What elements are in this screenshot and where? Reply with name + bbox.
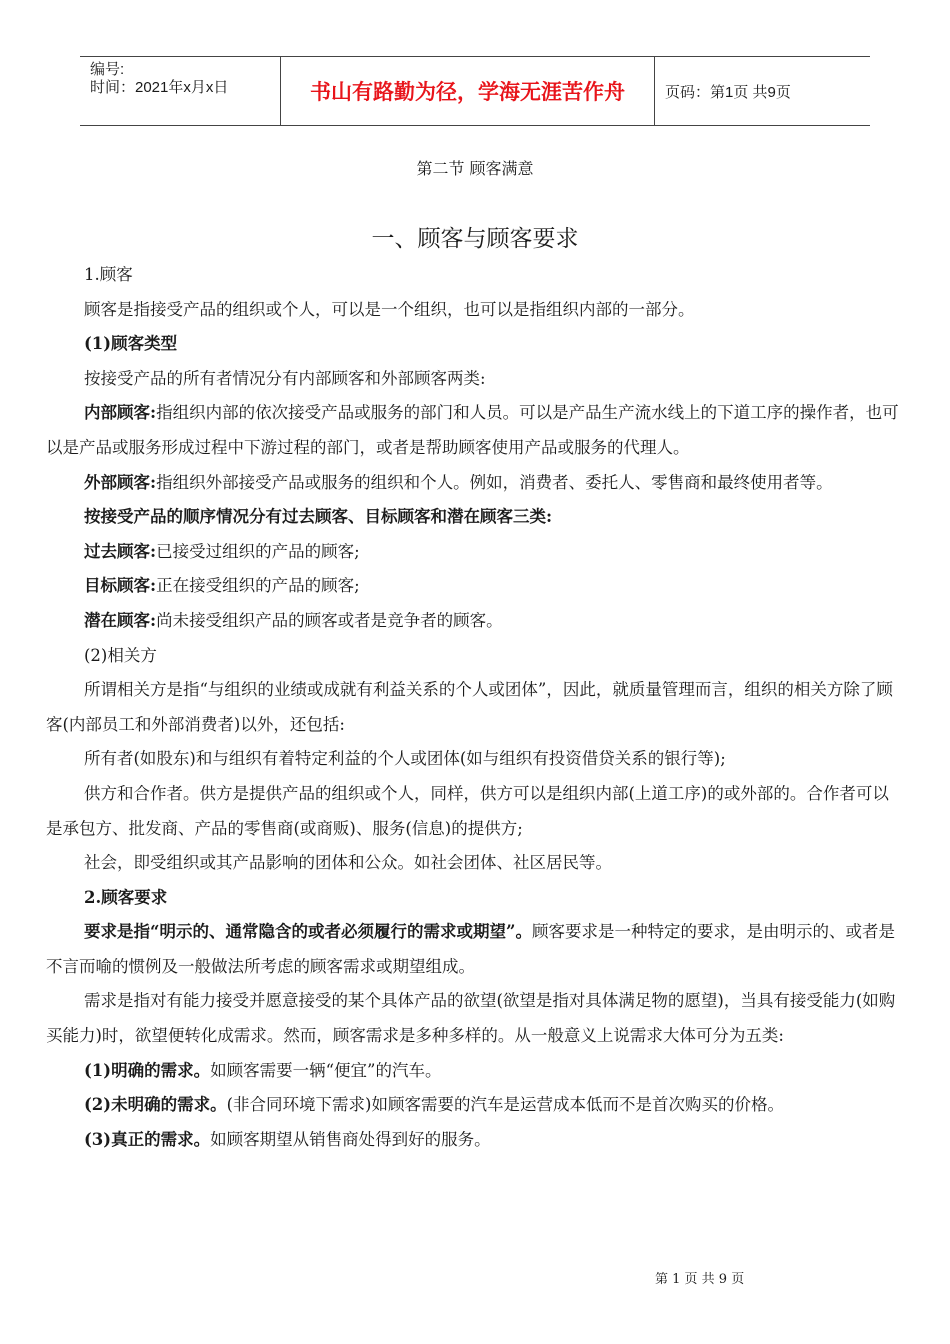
paragraph-bold-lead: 按接受产品的顺序情况分有过去顾客、目标顾客和潜在顾客三类:	[84, 507, 553, 527]
paragraph-text: 顾客是指接受产品的组织或个人，可以是一个组织，也可以是指组织内部的一部分。	[84, 299, 695, 319]
paragraph	[46, 639, 904, 674]
paragraph-text: 如顾客期望从销售商处得到好的服务。	[210, 1129, 491, 1149]
paragraph	[46, 1054, 904, 1089]
paragraph	[46, 500, 904, 535]
header-table	[80, 56, 870, 126]
paragraph-bold-lead: (3)真正的需求。	[84, 1129, 211, 1149]
paragraph-text: 1.顾客	[84, 265, 133, 284]
paragraph	[46, 742, 904, 777]
paragraph-text: 按接受产品的所有者情况分有内部顾客和外部顾客两类:	[84, 368, 486, 388]
paragraph-text: 需求是指对有能力接受并愿意接受的某个具体产品的欲望(欲望是指对具体满足物的愿望)，当具有接受能力(如购买能力)时，欲望便转化成需求。然而，顾客需求是多种多样的。从一般意义上说需求大体可分为五类:	[46, 991, 896, 1046]
paragraph	[46, 535, 904, 570]
paragraph-text: 已接受过组织的产品的顾客;	[156, 541, 360, 561]
paragraph	[46, 777, 904, 846]
paragraph-bold-lead: 要求是指“明示的、通常隐含的或者必须履行的需求或期望”。	[84, 922, 532, 942]
paragraph-text: 指组织外部接受产品或服务的组织和个人。例如，消费者、委托人、零售商和最终使用者等。	[156, 472, 833, 492]
motto-text: 书山有路勤为径，学海无涯苦作舟	[281, 57, 655, 125]
paragraph-bold-lead: 内部顾客:	[84, 403, 157, 423]
page-info: 页码：第1页 共9页	[665, 83, 791, 101]
paragraph	[46, 881, 904, 916]
paragraph-bold-lead: 2.顾客要求	[84, 887, 168, 907]
section-title: 第二节 顾客满意	[416, 159, 534, 178]
paragraph-bold-lead: 目标顾客:	[84, 576, 157, 596]
paragraph	[46, 915, 904, 984]
paragraph	[46, 1123, 904, 1158]
time-label: 时间：2021年x月x日	[90, 79, 229, 96]
paragraph	[46, 604, 904, 639]
paragraph	[46, 984, 904, 1053]
paragraph	[46, 569, 904, 604]
paragraph-text: 尚未接受组织产品的顾客或者是竞争者的顾客。	[156, 610, 503, 630]
paragraph-bold-lead: (2)未明确的需求。	[84, 1095, 227, 1115]
document-body	[46, 258, 904, 1157]
paragraph-text: 所有者(如股东)和与组织有着特定利益的个人或团体(如与组织有投资借贷关系的银行等);	[84, 749, 726, 769]
paragraph-text: 指组织内部的依次接受产品或服务的部门和人员。可以是产品生产流水线上的下道工序的操作者，也可以是产品或服务形成过程中下游过程的部门，或者是帮助顾客使用产品或服务的代理人。	[46, 403, 899, 457]
paragraph-text: 供方和合作者。供方是提供产品的组织或个人，同样，供方可以是组织内部(上道工序)的或外部的。合作者可以是承包方、批发商、产品的零售商(或商贩)、服务(信息)的提供方;	[46, 783, 889, 838]
paragraph	[46, 466, 904, 501]
paragraph-text: 正在接受组织的产品的顾客;	[156, 576, 360, 596]
page-footer: 第 1 页 共 9 页	[655, 1272, 745, 1287]
paragraph	[46, 1088, 904, 1123]
paragraph-bold-lead: 潜在顾客:	[84, 610, 157, 630]
paragraph-text: (2)相关方	[84, 645, 157, 665]
main-title: 一、顾客与顾客要求	[371, 226, 579, 252]
paragraph	[46, 362, 904, 397]
paragraph-text: 所谓相关方是指“与组织的业绩或成就有利益关系的个人或团体”，因此，就质量管理而言，组织的相关方除了顾客(内部员工和外部消费者)以外，还包括:	[46, 680, 893, 734]
paragraph-bold-lead: (1)顾客类型	[84, 334, 178, 354]
paragraph	[46, 258, 904, 293]
paragraph	[46, 846, 904, 881]
number-label: 编号:	[90, 61, 125, 78]
paragraph	[46, 293, 904, 328]
paragraph-bold-lead: 外部顾客:	[84, 472, 157, 492]
paragraph	[46, 327, 904, 362]
paragraph-bold-lead: 过去顾客:	[84, 541, 157, 561]
paragraph-text: 如顾客需要一辆“便宜”的汽车。	[210, 1060, 442, 1080]
paragraph-text: 顾客要求是一种特定的要求，是由明示的、或者是不言而喻的惯例及一般做法所考虑的顾客需求或期望组成。	[46, 922, 895, 976]
paragraph	[46, 673, 904, 742]
paragraph	[46, 396, 904, 465]
paragraph-text: (非合同环境下需求)如顾客需要的汽车是运营成本低而不是首次购买的价格。	[226, 1095, 784, 1115]
header-left-cell	[80, 57, 281, 125]
paragraph-bold-lead: (1)明确的需求。	[84, 1060, 211, 1080]
paragraph-text: 社会，即受组织或其产品影响的团体和公众。如社会团体、社区居民等。	[84, 853, 612, 873]
